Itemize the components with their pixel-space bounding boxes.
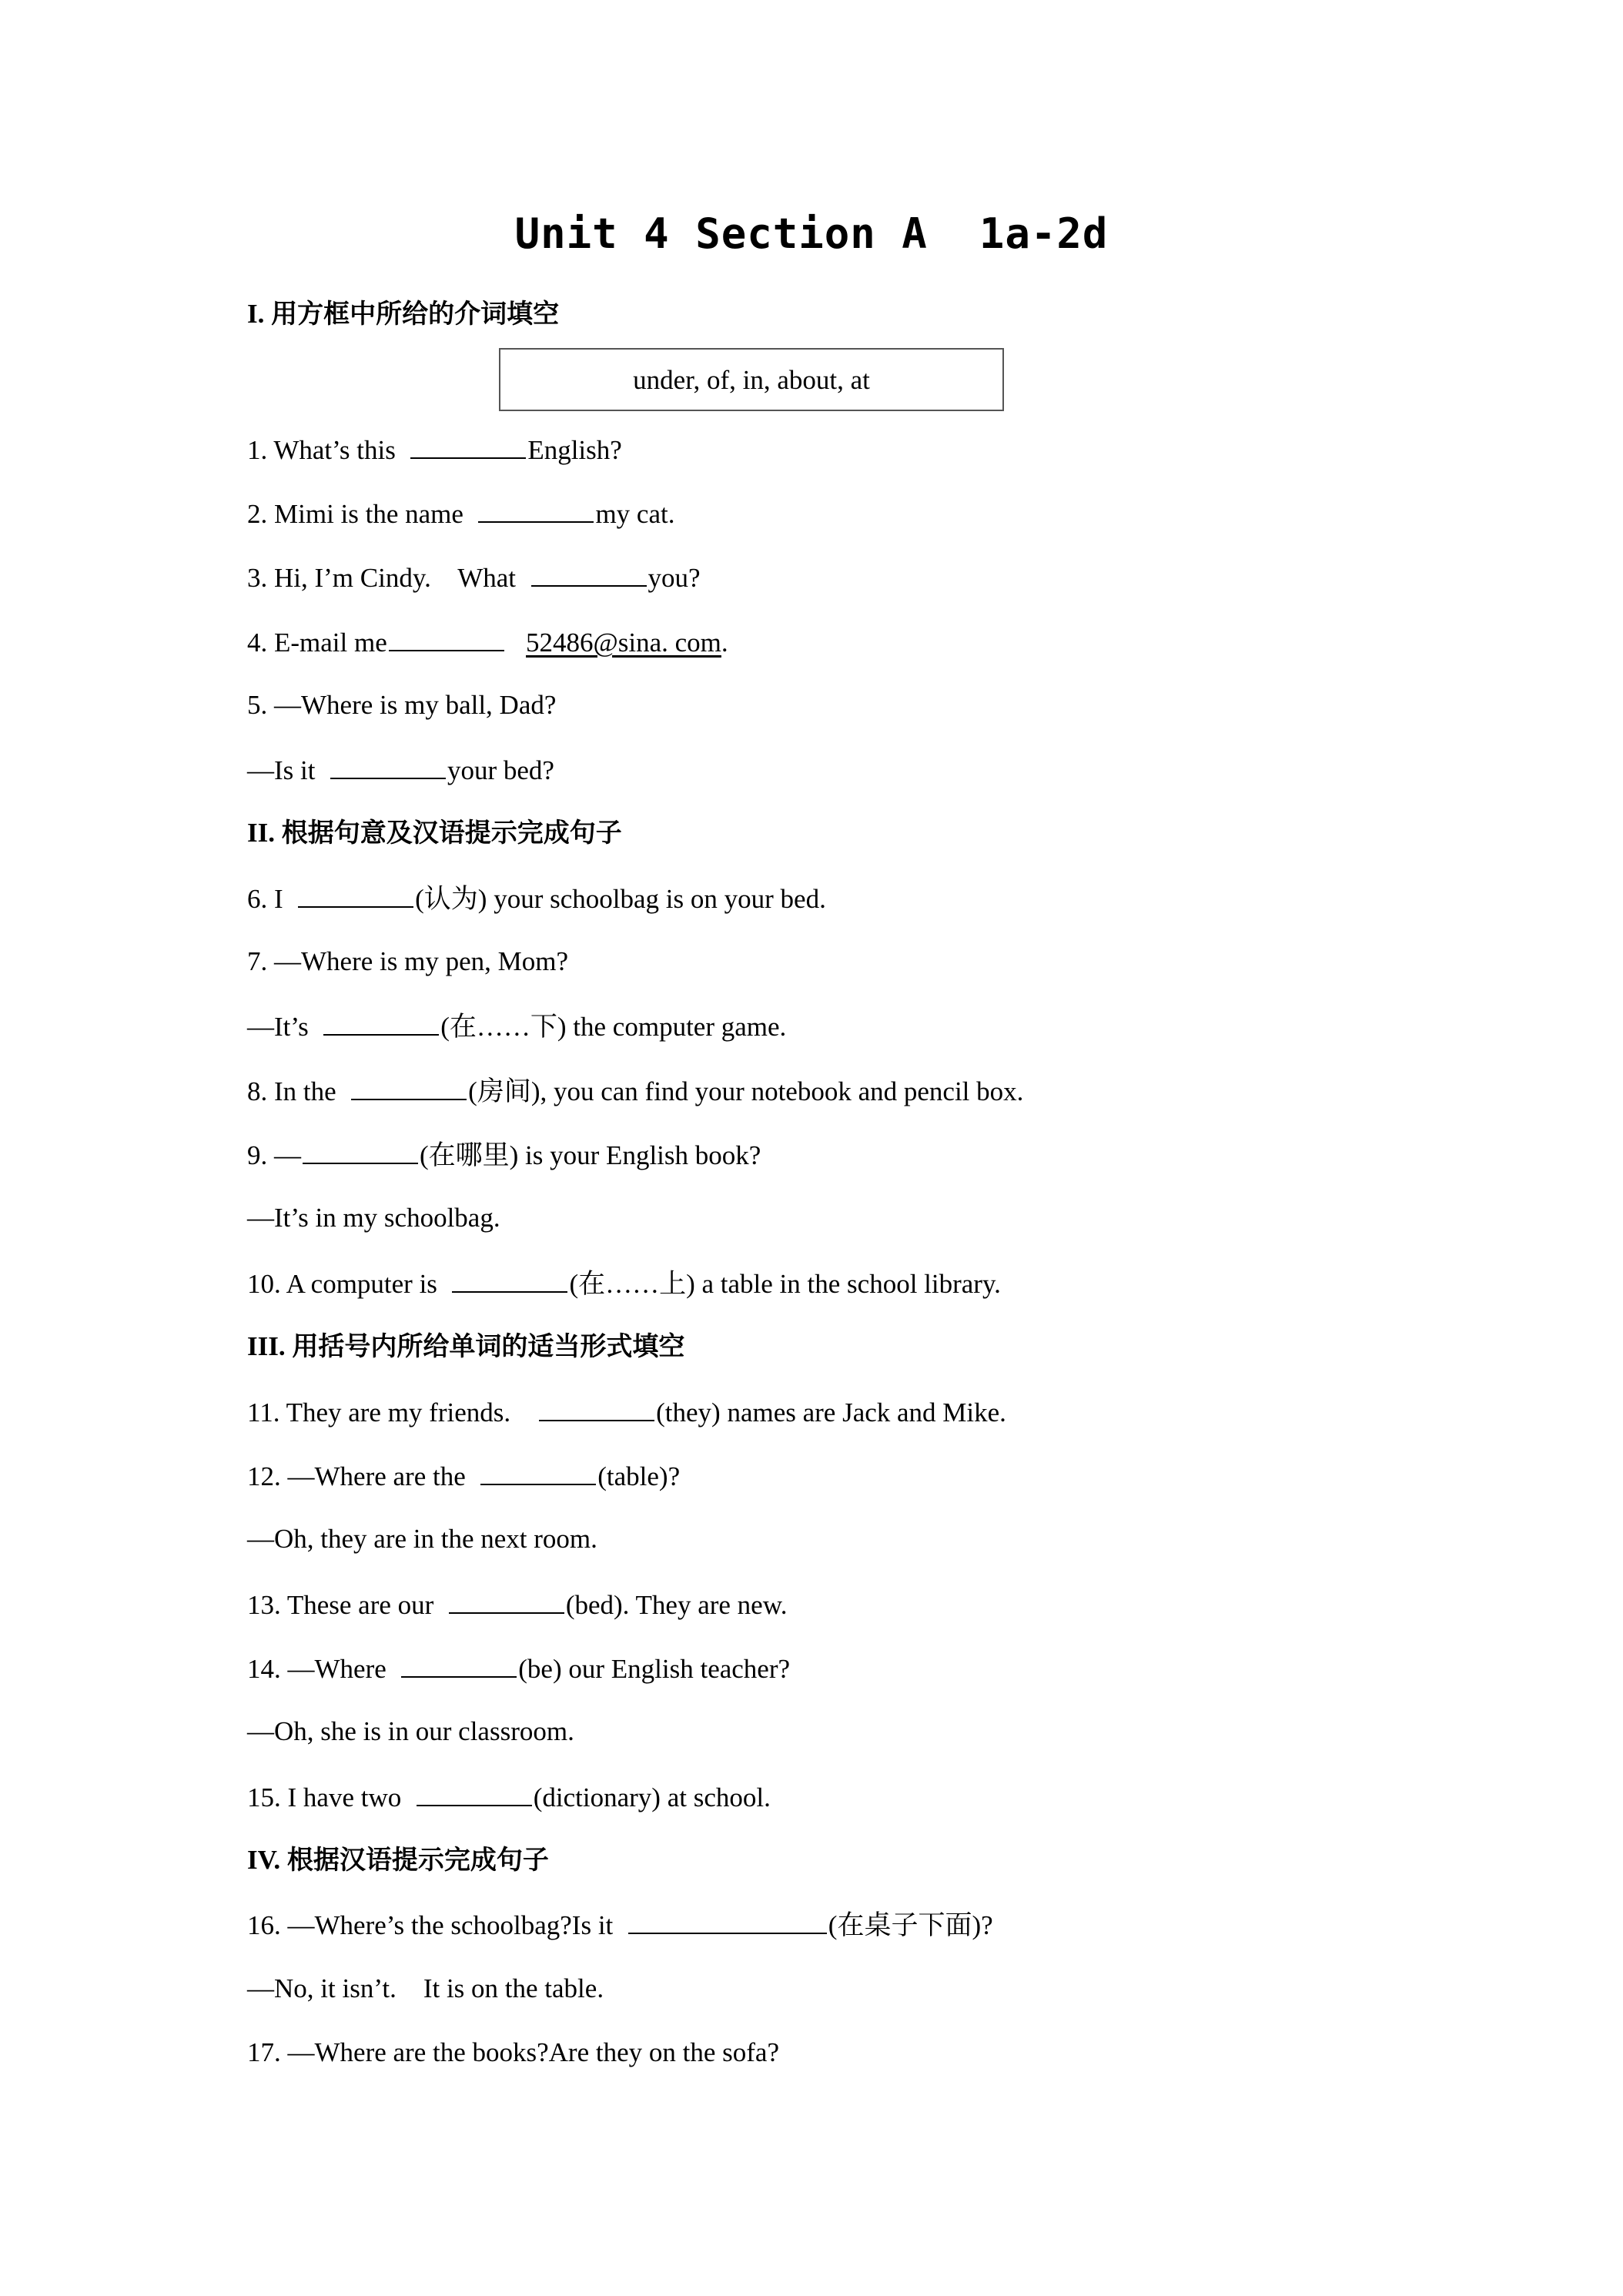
answer-blank[interactable] (389, 624, 504, 651)
question-7-reply: —It’s (在……下) the computer game. (247, 1008, 786, 1045)
question-12-reply: —Oh, they are in the next room. (247, 1524, 597, 1554)
answer-blank[interactable] (417, 1779, 532, 1806)
question-13: 13. These are our (bed). They are new. (247, 1586, 787, 1623)
section-heading-4 (247, 1842, 549, 1878)
question-4: 4. E-mail me 52486@sina. com. (247, 624, 728, 661)
word-box: under, of, in, about, at (499, 348, 1004, 411)
page-title: Unit 4 Section A 1a-2d (514, 209, 1109, 258)
question-6: 6. I (认为) your schoolbag is on your bed. (247, 880, 826, 917)
section-number: I. (247, 299, 265, 329)
answer-blank[interactable] (303, 1136, 418, 1164)
answer-blank[interactable] (452, 1265, 567, 1293)
answer-blank[interactable] (478, 495, 594, 523)
section-number: IV. (247, 1845, 281, 1875)
question-15: 15. I have two (dictionary) at school. (247, 1779, 771, 1816)
section-number: II. (247, 818, 275, 848)
answer-blank[interactable] (539, 1394, 654, 1421)
question-10: 10. A computer is (在……上) a table in the school library. (247, 1265, 1001, 1302)
section-heading-text: 用括号内所给单词的适当形式填空 (292, 1331, 685, 1362)
answer-blank[interactable] (449, 1586, 564, 1614)
section-heading-3 (247, 1329, 684, 1364)
question-7-prompt: 7. —Where is my pen, Mom? (247, 946, 568, 976)
answer-blank[interactable] (480, 1458, 596, 1485)
answer-blank[interactable] (330, 751, 446, 779)
question-9-reply: —It’s in my schoolbag. (247, 1203, 500, 1233)
question-5-prompt: 5. —Where is my ball, Dad? (247, 690, 557, 720)
question-2: 2. Mimi is the name my cat. (247, 495, 674, 532)
answer-blank[interactable] (323, 1008, 439, 1036)
section-heading-text: 根据汉语提示完成句子 (286, 1845, 549, 1876)
answer-blank[interactable] (531, 559, 647, 587)
email-address: 52486@sina. com (526, 628, 721, 658)
section-number: III. (247, 1331, 286, 1361)
question-11: 11. They are my friends. (they) names are Jack and Mike. (247, 1394, 1006, 1431)
answer-blank[interactable] (401, 1650, 517, 1678)
question-1: 1. What’s this English? (247, 431, 622, 468)
question-14-prompt: 14. —Where (be) our English teacher? (247, 1650, 790, 1687)
answer-blank[interactable] (628, 1906, 827, 1934)
question-14-reply: —Oh, she is in our classroom. (247, 1716, 574, 1746)
question-12-prompt: 12. —Where are the (table)? (247, 1458, 680, 1494)
answer-blank[interactable] (298, 880, 413, 908)
section-heading-text: 用方框中所给的介词填空 (271, 299, 560, 330)
question-17-prompt: 17. —Where are the books?Are they on the sofa? (247, 2037, 779, 2067)
section-heading-2 (247, 815, 622, 851)
question-16-reply: —No, it isn’t. It is on the table. (247, 1973, 604, 2003)
question-16-prompt: 16. —Where’s the schoolbag?Is it (在桌子下面)? (247, 1906, 993, 1943)
answer-blank[interactable] (410, 431, 526, 459)
section-heading-1 (247, 296, 559, 332)
question-3: 3. Hi, I’m Cindy. What you? (247, 559, 701, 596)
question-8: 8. In the (房间), you can find your notebook and pencil box. (247, 1073, 1023, 1110)
answer-blank[interactable] (351, 1073, 467, 1100)
question-9-prompt: 9. — (在哪里) is your English book? (247, 1136, 761, 1173)
question-5-reply: —Is it your bed? (247, 751, 554, 788)
section-heading-text: 根据句意及汉语提示完成句子 (281, 818, 622, 848)
